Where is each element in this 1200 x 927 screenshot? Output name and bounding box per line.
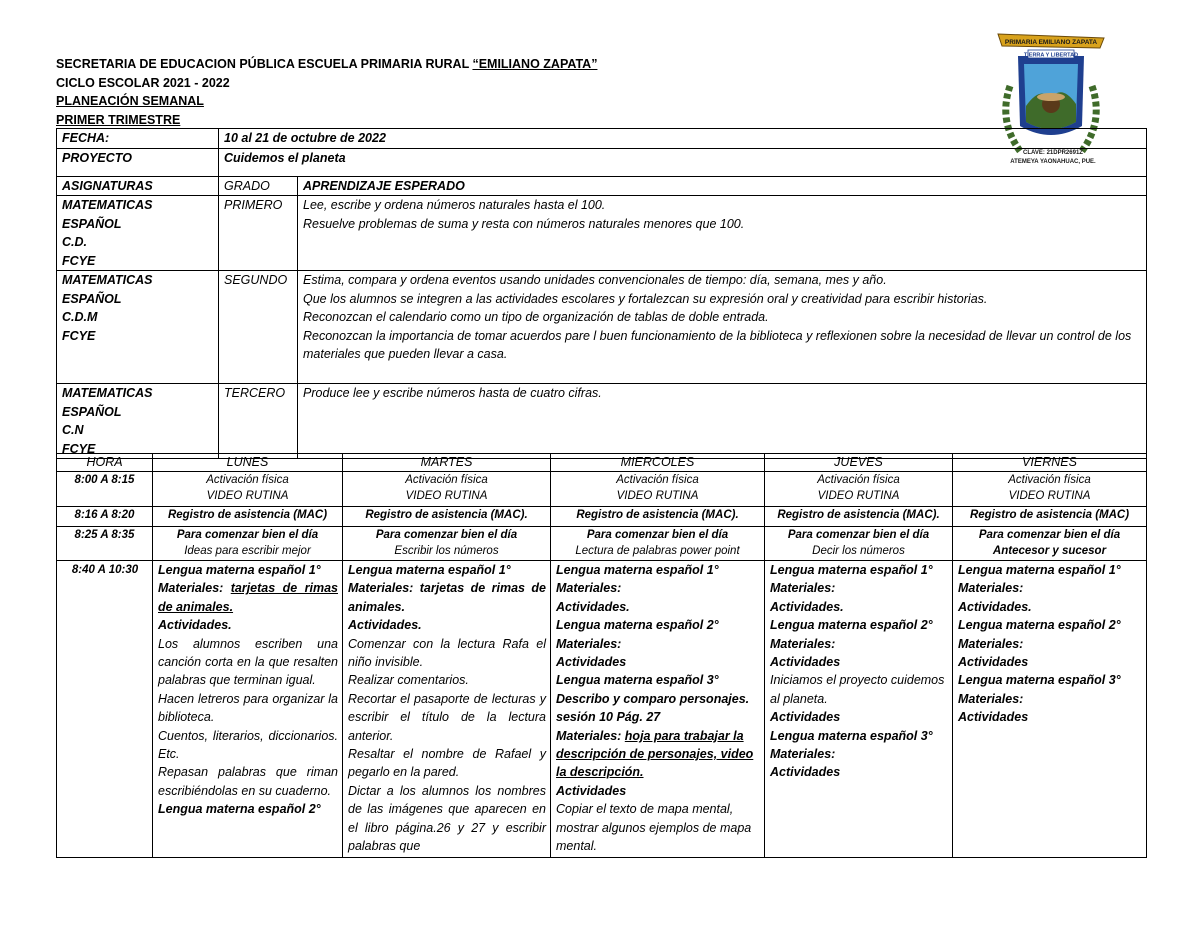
school-name: “EMILIANO ZAPATA” [472, 57, 598, 71]
day-header: MIERCOLES [551, 454, 765, 472]
schedule-row [57, 527, 1147, 561]
miercoles-cell: Lengua materna español 1° Materiales: Actividades. Lengua materna español 2° Materiales: Actividades Lengua materna español 3° Describo y comparo personajes. sesión 10 Pág. 27 Materiales: hoja para trabajar la descripción de personajes, video la descripción. Actividades Copiar el texto de mapa mental, mostrar algunos ejemplos de mapa mental. [551, 561, 765, 858]
col-grado: GRADO [219, 176, 298, 196]
activity-cell: Para comenzar bien el día Antecesor y sucesor [953, 527, 1147, 561]
schedule-row-main [57, 561, 1147, 858]
logo-clave: CLAVE: 21DPR2691Z [1023, 150, 1083, 156]
lunes-cell: Lengua materna español 1° Materiales: tarjetas de rimas de animales. Actividades. Los alumnos escriben una canción corta en la que resalten palabras que terminan igual. Hacen letreros para organizar la biblioteca. Cuentos, literarios, diccionarios. Etc. Repasan palabras que riman escribiéndolas en su cuaderno. Lengua materna español 2° [153, 561, 343, 858]
activity-cell: Registro de asistencia (MAC). [765, 507, 953, 527]
col-asignaturas: ASIGNATURAS [57, 176, 219, 196]
header-line-2: CICLO ESCOLAR 2021 - 2022 [56, 75, 230, 90]
schedule-row [57, 472, 1147, 507]
planning-info-table [56, 128, 1147, 459]
day-header: LUNES [153, 454, 343, 472]
fecha-label: FECHA: [57, 129, 219, 149]
day-header: JUEVES [765, 454, 953, 472]
days-header-row [57, 454, 1147, 472]
logo-motto: TIERRA Y LIBERTAD [1023, 52, 1079, 59]
day-header: HORA [57, 454, 153, 472]
subjects-cell: MATEMATICAS ESPAÑOL C.D. FCYE [57, 196, 219, 271]
activity-cell: Para comenzar bien el día Decir los números [765, 527, 953, 561]
learning-cell: Lee, escribe y ordena números naturales hasta el 100. Resuelve problemas de suma y resta con números naturales menores que 100. [298, 196, 1147, 271]
proyecto-label: PROYECTO [57, 148, 219, 176]
jueves-cell: Lengua materna español 1° Materiales: Actividades. Lengua materna español 2° Materiales: Actividades Iniciamos el proyecto cuidemos al planeta. Actividades Lengua materna español 3° Materiales: Actividades [765, 561, 953, 858]
fecha-value: 10 al 21 de octubre de 2022 [219, 129, 1147, 149]
activity-cell: Activación física VIDEO RUTINA [343, 472, 551, 507]
activity-cell: Para comenzar bien el día Lectura de palabras power point [551, 527, 765, 561]
weekly-schedule-table [56, 453, 1147, 858]
grade-row-primero [57, 196, 1147, 271]
activity-cell: Registro de asistencia (MAC). [343, 507, 551, 527]
subjects-cell: MATEMATICAS ESPAÑOL C.D.M FCYE [57, 271, 219, 384]
subjects-cell: MATEMATICAS ESPAÑOL C.N FCYE [57, 384, 219, 459]
learning-cell: Estima, compara y ordena eventos usando unidades convencionales de tiempo: día, semana, mes y año. Que los alumnos se integren a las actividades escolares y fortalezcan su expresión oral y creatividad para escribir historias. Reconozcan el calendario como un tipo de organización de tablas de doble entrada. Reconozcan la importancia de tomar acuerdos pare l buen funcionamiento de la biblioteca y reflexionen sobre la necesidad de llevar un control de los materiales que pueden llevar a casa. [298, 271, 1147, 384]
logo-place: ATEMEYA YAONAHUAC, PUE. [1010, 159, 1096, 165]
header-line-4: PRIMER TRIMESTRE [56, 112, 181, 127]
grade-row-tercero [57, 384, 1147, 459]
header-line-3: PLANEACIÓN SEMANAL [56, 94, 204, 108]
time-cell: 8:16 A 8:20 [57, 507, 153, 527]
activity-cell: Registro de asistencia (MAC) [953, 507, 1147, 527]
schedule-row [57, 507, 1147, 527]
day-header: MARTES [343, 454, 551, 472]
grade-cell: SEGUNDO [219, 271, 298, 384]
activity-cell: Activación física VIDEO RUTINA [551, 472, 765, 507]
learning-cell: Produce lee y escribe números hasta de cuatro cifras. [298, 384, 1147, 459]
activity-cell: Registro de asistencia (MAC). [551, 507, 765, 527]
proyecto-value: Cuidemos el planeta [219, 148, 1147, 176]
martes-cell: Lengua materna español 1° Materiales: tarjetas de rimas de animales. Actividades. Comenzar con la lectura Rafa el niño invisible. Realizar comentarios. Recortar el pasaporte de lecturas y escribir el título de la lectura anterior. Resaltar el nombre de Rafael y pegarlo en la pared. Dictar a los alumnos los nombres de las imágenes que aparecen en el libro página.26 y 27 y escribir palabras que [343, 561, 551, 858]
col-aprendizaje: APRENDIZAJE ESPERADO [298, 176, 1147, 196]
activity-cell: Para comenzar bien el día Ideas para escribir mejor [153, 527, 343, 561]
activity-cell: Activación física VIDEO RUTINA [153, 472, 343, 507]
header-line-1: SECRETARIA DE EDUCACION PÚBLICA ESCUELA PRIMARIA RURAL “EMILIANO ZAPATA” [56, 57, 598, 71]
time-cell: 8:40 A 10:30 [57, 561, 153, 858]
activity-cell: Para comenzar bien el día Escribir los números [343, 527, 551, 561]
time-cell: 8:25 A 8:35 [57, 527, 153, 561]
columns-header-row [57, 176, 1147, 196]
grade-cell: PRIMERO [219, 196, 298, 271]
activity-cell: Activación física VIDEO RUTINA [765, 472, 953, 507]
activity-cell: Registro de asistencia (MAC) [153, 507, 343, 527]
activity-cell: Activación física VIDEO RUTINA [953, 472, 1147, 507]
day-header: VIERNES [953, 454, 1147, 472]
time-cell: 8:00 A 8:15 [57, 472, 153, 507]
proyecto-row [57, 148, 1147, 176]
grade-row-segundo [57, 271, 1147, 384]
document-header [56, 55, 597, 129]
viernes-cell: Lengua materna español 1° Materiales: Actividades. Lengua materna español 2° Materiales: Actividades Lengua materna español 3° Materiales: Actividades [953, 561, 1147, 858]
grade-cell: TERCERO [219, 384, 298, 459]
logo-banner: PRIMARIA EMILIANO ZAPATA [1004, 39, 1098, 46]
fecha-row [57, 129, 1147, 149]
